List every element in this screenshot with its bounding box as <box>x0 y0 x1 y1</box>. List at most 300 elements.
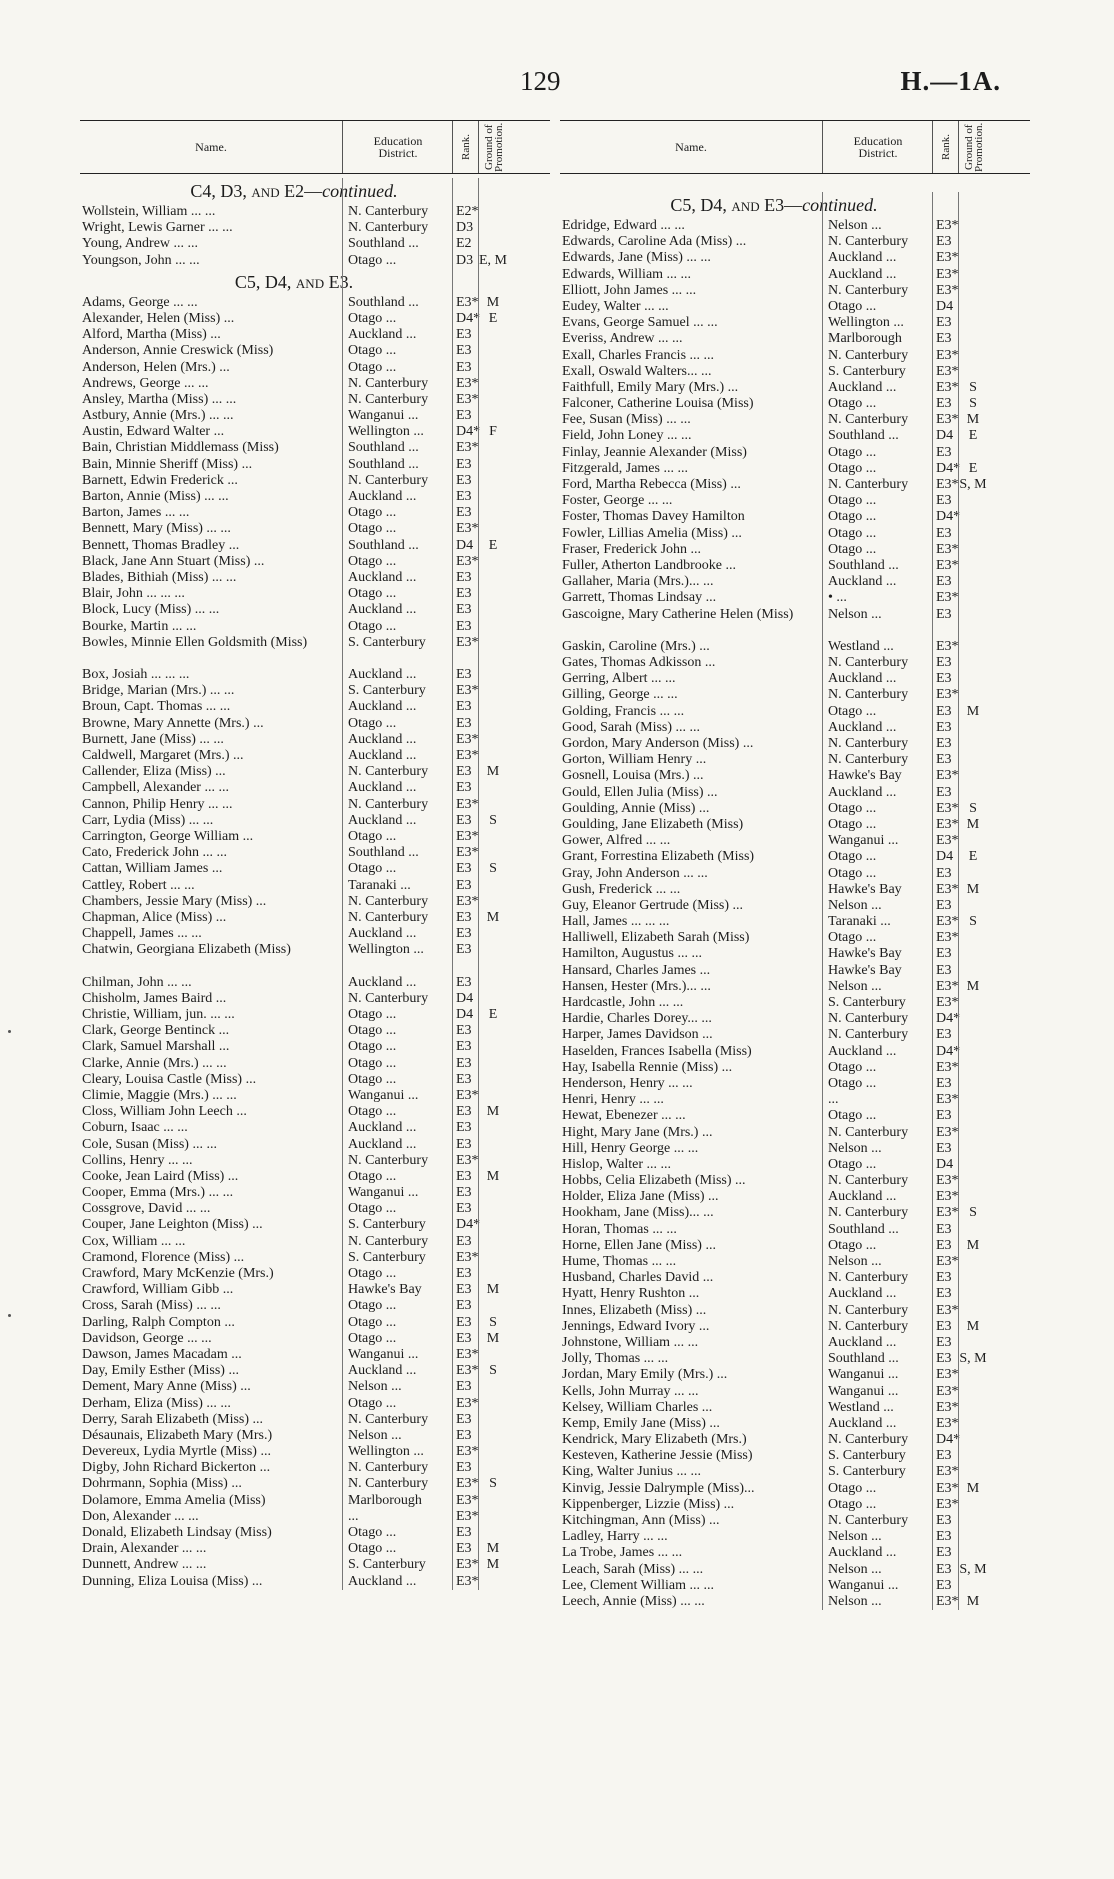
entry-rank: E3* <box>936 800 959 816</box>
entry-rank: E3* <box>936 282 959 298</box>
entry-rank: E3* <box>456 1444 479 1460</box>
entry-ground <box>958 671 988 687</box>
entry-rank: E3 <box>936 1561 952 1577</box>
entry-district: Wellington ... <box>348 1444 424 1460</box>
entry-ground <box>958 1578 988 1594</box>
entry-district: Auckland ... <box>828 719 897 735</box>
entry-district: Otago ... <box>828 396 877 412</box>
left-group-c5-d4-e3 <box>80 295 550 1590</box>
entry-name: Cattan, William James ... <box>82 861 223 877</box>
table-row <box>80 538 550 554</box>
entry-district: Nelson ... <box>828 978 882 994</box>
table-row <box>80 1574 550 1590</box>
table-row <box>560 331 1030 347</box>
entry-ground <box>478 1201 508 1217</box>
entry-district: Auckland ... <box>828 784 897 800</box>
header-district-line1: Education <box>853 134 903 148</box>
table-row <box>80 1331 550 1347</box>
entry-rank: D4 <box>936 428 954 444</box>
entry-ground: E <box>968 460 978 476</box>
table-row <box>560 1027 1030 1043</box>
entry-name: Christie, William, jun. ... ... <box>82 1007 235 1023</box>
entry-district: N. Canterbury <box>348 764 429 780</box>
entry-district: Otago ... <box>348 1007 397 1023</box>
left-column <box>80 120 550 1590</box>
entry-district: N. Canterbury <box>828 1027 909 1043</box>
page-number: 129 <box>520 66 561 96</box>
entry-name: Blades, Bithiah (Miss) ... ... <box>82 569 237 585</box>
entry-ground: M <box>486 1541 500 1557</box>
entry-rank: E3* <box>936 477 959 492</box>
table-row <box>560 1351 1030 1367</box>
entry-name: Dolamore, Emma Amelia (Miss) <box>82 1492 266 1508</box>
entry-ground <box>958 1222 988 1238</box>
entry-name: Field, John Loney ... ... <box>562 428 692 444</box>
entry-district: Otago ... <box>828 541 877 557</box>
table-row <box>560 542 1030 558</box>
entry-name: Hewat, Ebenezer ... ... <box>562 1108 686 1124</box>
entry-ground <box>478 505 508 521</box>
entry-district: Auckland ... <box>348 667 417 683</box>
entry-name: Jolly, Thomas ... ... <box>562 1351 669 1367</box>
table-row <box>560 477 1030 493</box>
table-row <box>560 1367 1030 1383</box>
entry-rank: E3 <box>936 525 952 541</box>
entry-rank: E3 <box>936 671 952 687</box>
entry-name: Holder, Eliza Jane (Miss) ... <box>562 1189 719 1205</box>
section-heading-c5-d4-e3 <box>80 269 508 295</box>
entry-ground <box>478 942 508 974</box>
table-row <box>80 1282 550 1298</box>
entry-district: Nelson ... <box>828 1593 882 1609</box>
entry-ground <box>958 1432 988 1448</box>
heading-tail: E2— <box>284 181 323 201</box>
entry-district: Otago ... <box>828 930 877 946</box>
entry-district: Marlborough <box>828 331 902 347</box>
table-row <box>80 392 550 408</box>
entry-rank: E3 <box>456 489 472 504</box>
entry-name: Anderson, Helen (Mrs.) ... <box>82 359 230 375</box>
table-row <box>560 1529 1030 1545</box>
entry-ground <box>478 667 508 683</box>
table-row <box>80 829 550 845</box>
entry-rank: E3 <box>456 472 472 488</box>
entry-rank: E3 <box>456 1379 472 1395</box>
entry-name: Hight, Mary Jane (Mrs.) ... <box>562 1124 713 1140</box>
table-row <box>80 1217 550 1233</box>
entry-rank: E3 <box>936 331 952 347</box>
entry-district: N. Canterbury <box>348 1152 429 1168</box>
table-row <box>80 1088 550 1104</box>
entry-district: Otago ... <box>348 252 397 268</box>
entry-ground: S <box>969 914 977 930</box>
entry-ground <box>958 866 988 882</box>
entry-rank: E3* <box>456 1346 479 1362</box>
entry-name: Couper, Jane Leighton (Miss) ... <box>82 1217 263 1233</box>
entry-district: Otago ... <box>828 865 877 881</box>
entry-district: Nelson ... <box>348 1379 402 1395</box>
entry-rank: E3* <box>936 768 959 784</box>
entry-rank: E3* <box>936 347 959 363</box>
entry-ground <box>958 493 988 509</box>
table-row <box>560 1044 1030 1060</box>
table-row <box>560 1578 1030 1594</box>
table-row <box>80 861 550 877</box>
entry-ground <box>958 833 988 849</box>
entry-rank: E3 <box>456 1541 472 1557</box>
entry-rank: E3 <box>936 1108 952 1124</box>
entry-ground <box>478 1185 508 1201</box>
entry-name: Dohrmann, Sophia (Miss) ... <box>82 1476 242 1492</box>
entry-rank: E3* <box>456 553 479 569</box>
entry-ground <box>478 683 508 699</box>
entry-ground <box>478 1428 508 1444</box>
table-row <box>80 667 550 683</box>
header-rank <box>932 121 959 173</box>
entry-name: Hansard, Charles James ... <box>562 962 711 978</box>
table-row <box>80 424 550 440</box>
entry-ground <box>958 752 988 768</box>
entry-name: Clarke, Annie (Mrs.) ... ... <box>82 1055 227 1071</box>
entry-ground <box>478 1234 508 1250</box>
entry-name: Cossgrove, David ... ... <box>82 1201 211 1217</box>
heading-tail: E3— <box>764 195 803 215</box>
entry-district: Wellington ... <box>828 315 904 331</box>
entry-name: Box, Josiah ... ... ... <box>82 667 190 683</box>
entry-ground <box>958 526 988 542</box>
entry-name: Cato, Frederick John ... ... <box>82 845 228 861</box>
entry-ground <box>958 558 988 574</box>
entry-district: Southland ... <box>348 845 419 861</box>
table-row <box>560 1464 1030 1480</box>
entry-rank: E3 <box>936 736 952 752</box>
entry-rank: E3* <box>456 1508 479 1524</box>
entry-district: Otago ... <box>828 509 877 525</box>
entry-name: Collins, Henry ... ... <box>82 1152 193 1168</box>
table-row <box>560 866 1030 882</box>
table-row <box>80 204 550 220</box>
entry-rank: E3 <box>936 1448 952 1464</box>
entry-name: Coburn, Isaac ... ... <box>82 1120 188 1136</box>
entry-name: Cannon, Philip Henry ... ... <box>82 796 233 812</box>
table-row <box>80 343 550 359</box>
entry-name: Clark, George Bentinck ... <box>82 1023 230 1039</box>
right-group-c5-d4-e3 <box>560 218 1030 1610</box>
entry-name: Edwards, Jane (Miss) ... ... <box>562 250 711 266</box>
entry-rank: E3* <box>936 638 959 654</box>
entry-district: Nelson ... <box>828 606 882 622</box>
table-row <box>80 716 550 732</box>
entry-rank: E3 <box>936 1577 952 1593</box>
entry-district: N. Canterbury <box>828 1432 909 1448</box>
table-row <box>560 590 1030 606</box>
header-district-line2: District. <box>858 146 898 160</box>
table-row <box>80 878 550 894</box>
entry-ground <box>478 521 508 537</box>
table-row <box>80 253 550 269</box>
entry-ground <box>478 975 508 991</box>
table-row <box>560 1400 1030 1416</box>
entry-rank: E3* <box>456 1087 479 1103</box>
heading-and: and <box>295 271 325 292</box>
entry-district: S. Canterbury <box>348 634 426 650</box>
entry-district: Otago ... <box>348 521 397 537</box>
entry-district: Otago ... <box>348 715 397 731</box>
entry-rank: E3* <box>936 1254 959 1270</box>
entry-name: Closs, William John Leech ... <box>82 1104 247 1120</box>
entry-rank: E3 <box>456 505 472 521</box>
entry-name: Kippenberger, Lizzie (Miss) ... <box>562 1496 735 1512</box>
entry-rank: E3* <box>456 1476 479 1492</box>
entry-rank: D4 <box>936 298 954 314</box>
entry-ground <box>478 392 508 408</box>
entry-ground <box>478 1525 508 1541</box>
entry-district: Otago ... <box>348 1168 397 1184</box>
entry-rank: E3* <box>456 893 479 909</box>
table-row <box>560 963 1030 979</box>
entry-district: N. Canterbury <box>828 736 909 752</box>
entry-ground <box>478 440 508 456</box>
entry-ground <box>958 1448 988 1464</box>
entry-ground <box>478 1056 508 1072</box>
heading-main: C4, D3, <box>190 181 247 201</box>
entry-ground <box>478 204 508 220</box>
entry-name: Hay, Isabella Rennie (Miss) ... <box>562 1059 733 1075</box>
entry-district: N. Canterbury <box>828 1513 909 1529</box>
entry-rank: D4* <box>456 310 481 326</box>
entry-district: Marlborough <box>348 1492 422 1508</box>
entry-ground <box>958 655 988 671</box>
entry-name: Davidson, George ... ... <box>82 1330 212 1346</box>
entry-district: Nelson ... <box>828 1254 882 1270</box>
entry-name: Hookham, Jane (Miss)... ... <box>562 1205 714 1221</box>
entry-ground <box>958 250 988 266</box>
entry-district: Auckland ... <box>348 1120 417 1136</box>
table-row <box>80 1363 550 1379</box>
entry-rank: E3* <box>936 218 959 233</box>
entry-ground <box>478 1023 508 1039</box>
entry-district: Auckland ... <box>348 748 417 764</box>
table-row <box>80 732 550 748</box>
entry-rank: D4 <box>456 1007 474 1023</box>
entry-district: Taranaki ... <box>828 914 891 930</box>
entry-ground <box>478 570 508 586</box>
entry-rank: E3* <box>936 1415 959 1431</box>
entry-district: Auckland ... <box>348 974 417 990</box>
entry-rank: E3 <box>456 699 472 715</box>
entry-name: Foster, George ... ... <box>562 493 673 509</box>
entry-rank: E3* <box>456 1395 479 1411</box>
table-row <box>560 671 1030 687</box>
entry-name: Barnett, Edwin Frederick ... <box>82 472 238 488</box>
table-row <box>80 894 550 910</box>
entry-ground <box>478 894 508 910</box>
entry-rank: D4 <box>936 849 954 865</box>
entry-name: Gush, Frederick ... ... <box>562 881 681 897</box>
entry-district: N. Canterbury <box>828 655 909 671</box>
entry-rank: E3 <box>456 780 472 796</box>
entry-rank: E3 <box>456 1298 472 1314</box>
entry-name: Alexander, Helen (Miss) ... <box>82 310 235 326</box>
entry-ground <box>958 1497 988 1513</box>
entry-ground: E <box>968 428 978 444</box>
entry-rank: E3* <box>456 683 479 699</box>
entry-rank: E3 <box>456 327 472 343</box>
entry-ground <box>958 267 988 283</box>
entry-name: Hansen, Hester (Mrs.)... ... <box>562 978 711 994</box>
entry-name: Harper, James Davidson ... <box>562 1027 713 1043</box>
table-row <box>80 910 550 926</box>
table-row <box>80 926 550 942</box>
table-row <box>560 1060 1030 1076</box>
entry-ground <box>478 376 508 392</box>
entry-name: Exall, Charles Francis ... ... <box>562 347 715 363</box>
table-row <box>560 250 1030 266</box>
entry-name: Jordan, Mary Emily (Mrs.) ... <box>562 1367 728 1383</box>
table-row <box>80 1493 550 1509</box>
entry-district: Auckland ... <box>828 250 897 266</box>
entry-district: N. Canterbury <box>828 1270 909 1286</box>
entry-district: Wellington ... <box>348 942 424 958</box>
entry-name: Hume, Thomas ... ... <box>562 1254 677 1270</box>
entry-name: Anderson, Annie Creswick (Miss) <box>82 343 274 359</box>
entry-name: Gosnell, Louisa (Mrs.) ... <box>562 768 704 784</box>
entry-district: Otago ... <box>348 1266 397 1282</box>
entry-name: Donald, Elizabeth Lindsay (Miss) <box>82 1525 272 1541</box>
entry-district: S. Canterbury <box>348 1557 426 1573</box>
entry-ground: M <box>966 978 980 994</box>
entry-ground <box>958 542 988 558</box>
entry-district: Wanganui ... <box>828 1383 899 1399</box>
entry-ground <box>958 590 988 606</box>
entry-name: Caldwell, Margaret (Mrs.) ... <box>82 748 244 764</box>
entry-district: Otago ... <box>828 800 877 816</box>
entry-ground <box>958 736 988 752</box>
entry-rank: D4 <box>456 537 474 553</box>
table-row <box>560 493 1030 509</box>
entry-ground <box>478 635 508 667</box>
entry-name: Goulding, Annie (Miss) ... <box>562 800 710 816</box>
entry-district: Otago ... <box>348 1330 397 1346</box>
entry-district: S. Canterbury <box>828 363 906 379</box>
table-row <box>560 930 1030 946</box>
entry-name: Chisholm, James Baird ... <box>82 990 227 1006</box>
entry-district: Otago ... <box>828 298 877 314</box>
entry-name: Crawford, Mary McKenzie (Mrs.) <box>82 1266 274 1282</box>
entry-ground <box>478 1072 508 1088</box>
entry-district: Otago ... <box>828 1075 877 1091</box>
entry-rank: E3 <box>936 897 952 913</box>
entry-name: Block, Lucy (Miss) ... ... <box>82 602 220 618</box>
table-row <box>560 1205 1030 1221</box>
table-row <box>560 509 1030 525</box>
entry-name: Garrett, Thomas Lindsay ... <box>562 590 717 606</box>
header-district-line1: Education <box>373 134 423 148</box>
entry-ground: M <box>966 1237 980 1253</box>
entry-name: Campbell, Alexander ... ... <box>82 780 229 796</box>
entry-district: Otago ... <box>828 816 877 832</box>
entry-name: Fraser, Frederick John ... <box>562 541 702 557</box>
entry-rank: E3 <box>456 1427 472 1443</box>
entry-ground: M <box>486 1168 500 1184</box>
entry-ground <box>478 732 508 748</box>
table-row <box>560 428 1030 444</box>
entry-district: Nelson ... <box>828 218 882 233</box>
entry-ground <box>478 748 508 764</box>
table-row <box>560 364 1030 380</box>
table-row <box>560 817 1030 833</box>
entry-district: Auckland ... <box>348 489 417 504</box>
table-row <box>80 1169 550 1185</box>
entry-ground <box>958 1076 988 1092</box>
entry-rank: E3 <box>456 1185 472 1201</box>
entry-ground <box>958 331 988 347</box>
entry-ground: S <box>969 1205 977 1221</box>
table-row <box>80 1007 550 1023</box>
entry-name: Dement, Mary Anne (Miss) ... <box>82 1379 251 1395</box>
table-row <box>560 348 1030 364</box>
entry-ground <box>958 364 988 380</box>
entry-district: Auckland ... <box>348 569 417 585</box>
entry-rank: E3 <box>936 444 952 460</box>
entry-ground <box>958 1303 988 1319</box>
page-code: H.—1A. <box>900 66 1001 96</box>
entry-district: Wanganui ... <box>828 1367 899 1383</box>
entry-ground: M <box>966 816 980 832</box>
table-row <box>560 1092 1030 1108</box>
entry-rank: E3 <box>936 1075 952 1091</box>
entry-rank: D4* <box>936 1011 961 1027</box>
table-row <box>80 1056 550 1072</box>
entry-district: Otago ... <box>828 493 877 509</box>
entry-name: Austin, Edward Walter ... <box>82 424 225 440</box>
entry-rank: E2 <box>456 236 472 252</box>
entry-rank: E3 <box>936 752 952 768</box>
entry-rank: E3 <box>936 946 952 962</box>
entry-district: Wanganui ... <box>348 1185 419 1201</box>
table-row <box>560 752 1030 768</box>
entry-rank: E3* <box>936 687 959 703</box>
entry-rank: E3* <box>456 796 479 812</box>
table-row <box>80 1234 550 1250</box>
entry-ground <box>958 639 988 655</box>
entry-name: Don, Alexander ... ... <box>82 1508 199 1524</box>
table-row <box>80 1298 550 1314</box>
entry-name: Jennings, Edward Ivory ... <box>562 1318 710 1334</box>
table-row <box>560 720 1030 736</box>
entry-ground <box>478 1120 508 1136</box>
entry-district: Auckland ... <box>828 574 897 590</box>
entry-rank: E3 <box>456 618 472 634</box>
entry-ground <box>478 1137 508 1153</box>
entry-ground <box>478 220 508 236</box>
table-row <box>560 849 1030 865</box>
entry-name: Climie, Maggie (Mrs.) ... ... <box>82 1087 237 1103</box>
entry-ground <box>958 1011 988 1027</box>
entry-name: Cooke, Jean Laird (Miss) ... <box>82 1168 239 1184</box>
entry-rank: E3* <box>456 1152 479 1168</box>
entry-rank: E3* <box>936 1593 959 1609</box>
entry-district: Otago ... <box>348 1201 397 1217</box>
table-row <box>560 1141 1030 1157</box>
table-row <box>80 975 550 991</box>
entry-rank: E3 <box>456 359 472 375</box>
entry-name: Désaunais, Elizabeth Mary (Mrs.) <box>82 1427 273 1443</box>
entry-rank: E3* <box>456 440 479 456</box>
table-row <box>80 473 550 489</box>
table-row <box>80 457 550 473</box>
entry-ground: S <box>489 1476 497 1492</box>
